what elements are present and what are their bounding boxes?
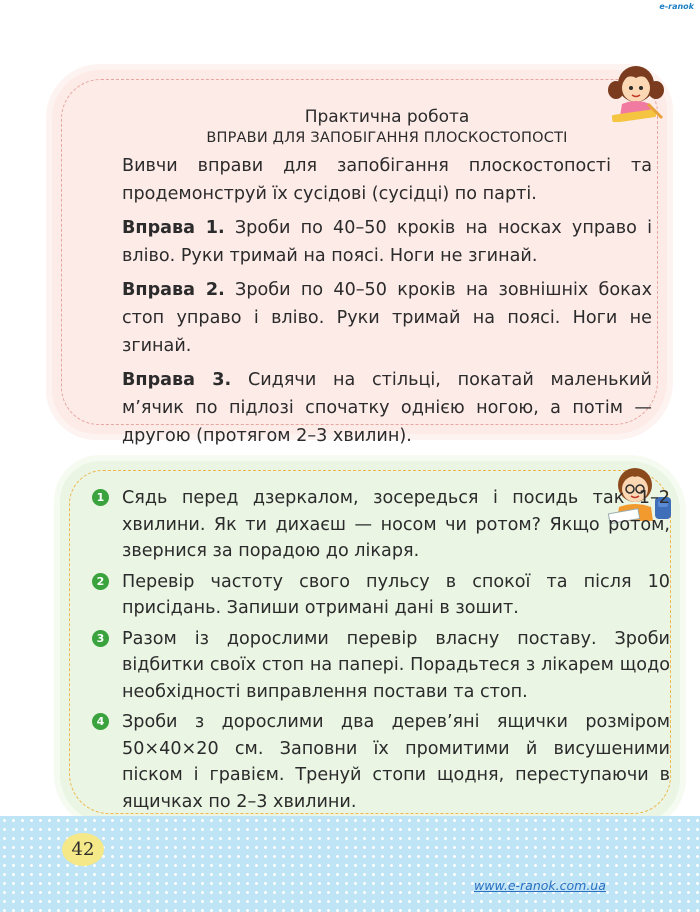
practical-title: Практична робота	[304, 107, 470, 127]
task-list	[92, 485, 670, 819]
publisher-link[interactable]: www.e-ranok.com.ua	[474, 878, 606, 893]
task-item	[92, 485, 670, 565]
task-text: Разом із дорослими перевір власну поставу. Зроби відбитки своїх стоп на папері. Порадьтеся з лікарем щодо необхідності виправлення постави та стоп.	[122, 628, 670, 702]
task-item	[92, 709, 670, 815]
publisher-logo: e-ranok	[659, 2, 694, 11]
intro-text: Вивчи вправи для запобігання плоскостопості та продемонструй їх сусідові (сусідці) по парті.	[122, 156, 652, 204]
exercise-3-text: Сидячи на стільці, покатай маленький м’ячик по підлозі спочатку однією ногою, а потім — другою (протягом 2–3 хвилин).	[122, 370, 652, 446]
exercise-2-label: Вправа 2.	[122, 280, 225, 300]
exercise-3-label: Вправа 3.	[122, 370, 232, 390]
exercise-1-label: Вправа 1.	[122, 218, 225, 238]
practical-subtitle: ВПРАВИ ДЛЯ ЗАПОБІГАННЯ ПЛОСКОСТОПОСТІ	[206, 130, 568, 146]
task-item	[92, 569, 670, 622]
exercise-3	[122, 366, 652, 450]
page-number: 42	[62, 833, 104, 866]
task-number-badge: 4	[92, 713, 109, 730]
footer-band	[0, 816, 700, 912]
task-text: Перевір частоту свого пульсу в спокої та після 10 присідань. Запиши отримані дані в зошит.	[122, 571, 670, 618]
practical-content	[122, 106, 652, 450]
exercise-2	[122, 276, 652, 360]
exercise-2-text: Зроби по 40–50 кроків на зовнішніх боках стоп управо і вліво. Руки тримай на поясі. Ноги не згинай.	[122, 280, 652, 356]
task-number-badge: 2	[92, 573, 109, 590]
task-text: Сядь перед дзеркалом, зосередься і посидь так 1–2 хвилини. Як ти дихаєш — носом чи ротом? Якщо ротом, звернися за порадою до лікаря.	[122, 488, 670, 561]
practical-intro	[122, 152, 652, 208]
exercise-1	[122, 214, 652, 270]
task-item	[92, 626, 670, 706]
tasks-box	[60, 461, 680, 823]
exercise-1-text: Зроби по 40–50 кроків на носках управо і вліво. Руки тримай на поясі. Ноги не згинай.	[122, 218, 652, 266]
practical-work-box	[52, 70, 667, 446]
task-number-badge: 1	[92, 489, 109, 506]
task-text: Зроби з дорослими два дерев’яні ящички розміром 50×40×20 см. Заповни їх промитими й висушеними піском і гравієм. Тренуй стопи щодня, переступаючи в ящичках по 2–3 хвилини.	[122, 712, 670, 812]
task-number-badge: 3	[92, 630, 109, 647]
